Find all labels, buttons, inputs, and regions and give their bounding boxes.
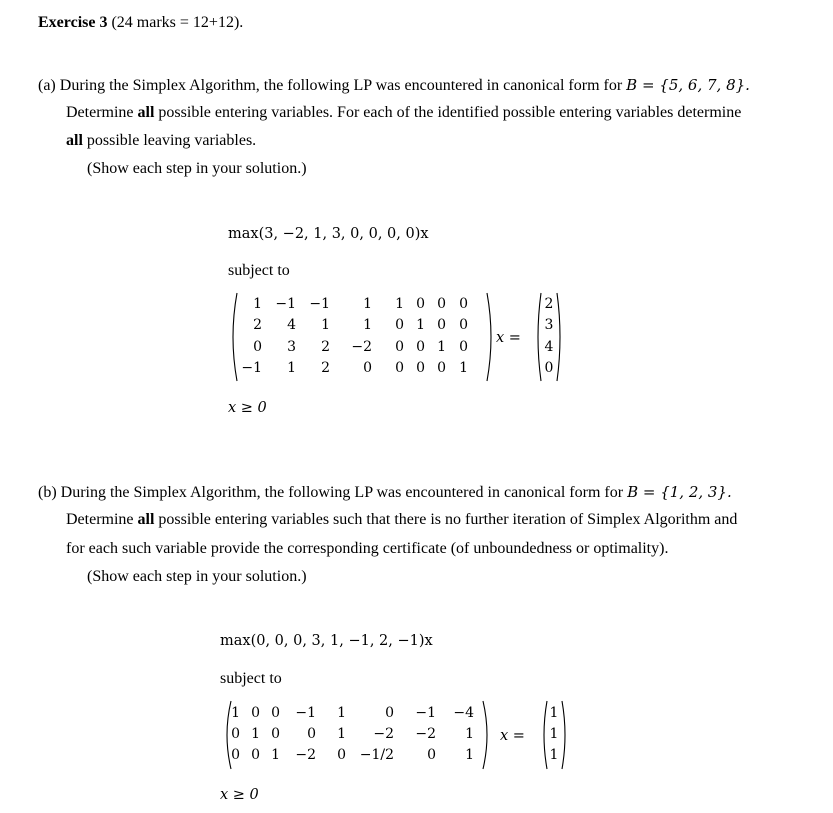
matrix-cell: 1 <box>465 747 474 763</box>
matrix-cell: 0 <box>253 339 262 355</box>
part-a-label: (a) <box>38 77 56 94</box>
matrix-cell: 0 <box>307 726 316 742</box>
matrix-cell: 1 <box>416 317 425 333</box>
exercise-title: Exercise 3 <box>38 14 108 31</box>
rhs-entry: 3 <box>544 317 554 333</box>
part-a-x-equals: x = <box>496 330 521 346</box>
rhs-entry: 1 <box>549 726 559 742</box>
part-a-line3 <box>66 132 256 150</box>
part-b-matrix-right-paren <box>482 700 492 770</box>
part-b-line2-bold: all <box>137 511 155 528</box>
matrix-cell: −1 <box>241 360 262 376</box>
part-b-line1-text: During the Simplex Algorithm, the following LP was encountered in canonical form for <box>60 484 624 501</box>
matrix-cell: −2 <box>295 747 316 763</box>
matrix-cell: 0 <box>416 360 425 376</box>
matrix-cell: −1 <box>309 296 330 312</box>
matrix-cell: 0 <box>385 705 394 721</box>
matrix-cell: 3 <box>287 339 296 355</box>
part-b-basis: B = {1, 2, 3}. <box>627 483 732 501</box>
part-b-label: (b) <box>38 484 57 501</box>
matrix-cell: −1 <box>295 705 316 721</box>
part-b-x-equals: x = <box>500 728 525 744</box>
matrix-cell: 2 <box>321 360 330 376</box>
part-a-subject-to: subject to <box>228 262 290 279</box>
part-a-nonneg-text: x ≥ 0 <box>228 400 267 416</box>
part-a-note: (Show each step in your solution.) <box>87 160 307 177</box>
matrix-cell: 0 <box>437 296 446 312</box>
matrix-cell: 0 <box>251 747 260 763</box>
matrix-cell: 0 <box>395 360 404 376</box>
part-b-rhs-right-paren <box>561 700 569 770</box>
matrix-cell: 0 <box>395 339 404 355</box>
matrix-cell: 1 <box>437 339 446 355</box>
exercise-marks: (24 marks = 12+12). <box>111 14 244 31</box>
matrix-cell: 0 <box>459 296 468 312</box>
matrix-cell: 1 <box>321 317 330 333</box>
part-b-line1 <box>38 483 732 502</box>
matrix-cell: 1 <box>465 726 474 742</box>
matrix-cell: 0 <box>231 747 240 763</box>
part-b-note: (Show each step in your solution.) <box>87 568 307 585</box>
matrix-cell: −1/2 <box>359 747 394 763</box>
matrix-cell: 1 <box>231 705 240 721</box>
matrix-cell: 0 <box>437 360 446 376</box>
matrix-cell: −1 <box>415 705 436 721</box>
matrix-cell: 0 <box>271 726 280 742</box>
part-a-line1 <box>38 76 750 95</box>
part-a-nonneg <box>228 400 267 416</box>
matrix-cell: 1 <box>337 726 346 742</box>
part-a-line1-text: During the Simplex Algorithm, the following LP was encountered in canonical form for <box>59 77 623 94</box>
matrix-cell: 1 <box>337 705 346 721</box>
part-a-objective: max(3, −2, 1, 3, 0, 0, 0, 0)x <box>228 226 429 242</box>
matrix-cell: 2 <box>321 339 330 355</box>
rhs-entry: 4 <box>544 339 554 355</box>
part-b-line3: for each such variable provide the corresponding certificate (of unboundedness or optimality). <box>66 540 669 557</box>
matrix-cell: 0 <box>437 317 446 333</box>
part-a-line2-bold: all <box>137 104 155 121</box>
part-a-matrix-right-paren <box>486 292 496 382</box>
matrix-cell: 4 <box>287 317 296 333</box>
matrix-cell: 0 <box>459 339 468 355</box>
part-b-line2-post: possible entering variables such that there is no further iteration of Simplex Algorithm and <box>158 511 738 528</box>
matrix-cell: 1 <box>363 317 372 333</box>
part-a-line3-bold: all <box>66 132 83 149</box>
rhs-entry: 1 <box>549 747 559 763</box>
matrix-cell: 0 <box>231 726 240 742</box>
part-b-rhs <box>540 700 570 770</box>
matrix-cell: 0 <box>251 705 260 721</box>
matrix-cell: 1 <box>253 296 262 312</box>
matrix-cell: 0 <box>427 747 436 763</box>
part-b-objective: max(0, 0, 0, 3, 1, −1, 2, −1)x <box>220 633 433 649</box>
part-b-line2 <box>66 511 737 529</box>
matrix-cell: −2 <box>351 339 372 355</box>
part-a-rhs <box>534 292 566 382</box>
matrix-cell: 1 <box>459 360 468 376</box>
part-a-line3-post: possible leaving variables. <box>86 132 257 149</box>
matrix-cell: 1 <box>287 360 296 376</box>
matrix-cell: 0 <box>271 705 280 721</box>
matrix-cell: 0 <box>363 360 372 376</box>
part-a-line2 <box>66 104 741 122</box>
part-a-matrix <box>228 292 498 382</box>
matrix-cell: −2 <box>373 726 394 742</box>
rhs-entry: 0 <box>544 360 554 376</box>
part-a-line2-pre: Determine <box>66 104 134 121</box>
rhs-entry: 2 <box>544 296 554 312</box>
part-b-nonneg <box>220 787 259 803</box>
matrix-cell: 1 <box>251 726 260 742</box>
matrix-cell: −2 <box>415 726 436 742</box>
matrix-cell: 1 <box>271 747 280 763</box>
matrix-cell: 2 <box>253 317 262 333</box>
matrix-cell: 0 <box>337 747 346 763</box>
part-a-line2-post: possible entering variables. For each of the identified possible entering variables determine <box>158 104 742 121</box>
matrix-cell: 1 <box>363 296 372 312</box>
part-b-subject-to: subject to <box>220 670 282 687</box>
matrix-cell: −4 <box>453 705 474 721</box>
matrix-cell: 0 <box>416 296 425 312</box>
rhs-entry: 1 <box>549 705 559 721</box>
matrix-cell: 1 <box>395 296 404 312</box>
matrix-cell: 0 <box>459 317 468 333</box>
part-b-line2-pre: Determine <box>66 511 134 528</box>
matrix-cell: 0 <box>395 317 404 333</box>
matrix-cell: −1 <box>275 296 296 312</box>
exercise-heading <box>38 14 243 32</box>
part-b-matrix <box>222 700 494 770</box>
part-b-nonneg-text: x ≥ 0 <box>220 787 259 803</box>
part-a-basis: B = {5, 6, 7, 8}. <box>626 76 750 94</box>
matrix-cell: 0 <box>416 339 425 355</box>
